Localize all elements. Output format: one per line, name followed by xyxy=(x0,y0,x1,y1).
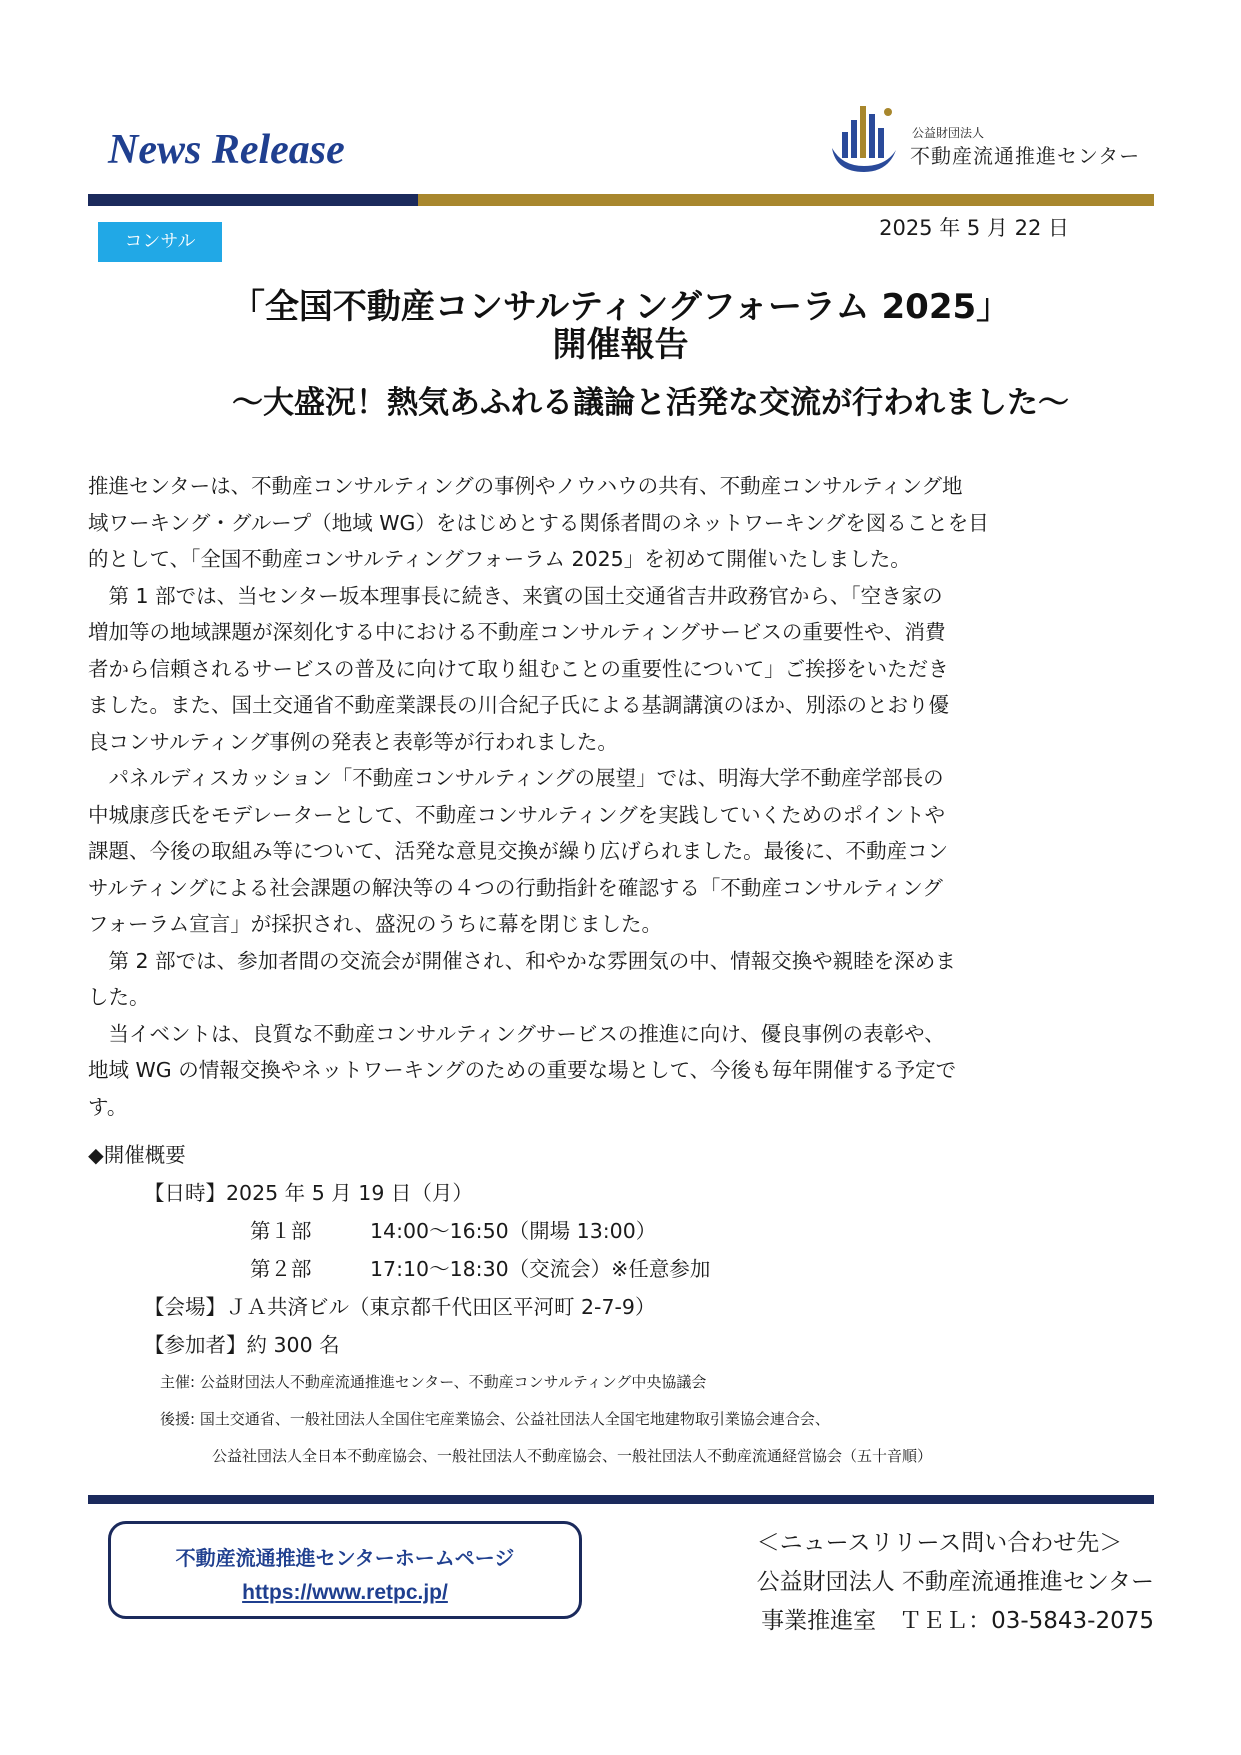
main-title-line2: 開催報告 xyxy=(552,325,689,365)
body-line: 当イベントは、良質な不動産コンサルティングサービスの推進に向け、優良事例の表彰や、 xyxy=(88,1021,945,1046)
sponsors xyxy=(160,1364,932,1475)
body-line: す。 xyxy=(88,1094,128,1119)
contact-org: 公益財団法人 不動産流通推進センター xyxy=(756,1569,1154,1595)
contact-heading: ＜ニュースリリース問い合わせ先＞ xyxy=(756,1530,1123,1556)
body-line: 域ワーキング・グループ（地域 WG）をはじめとする関係者間のネットワーキングを図ることを目 xyxy=(88,510,989,535)
body-line: 第 1 部では、当センター坂本理事長に続き、来賓の国土交通省吉井政務官から、「空き家の xyxy=(88,583,943,608)
body-text xyxy=(88,468,1078,1125)
body-line: 第 2 部では、参加者間の交流会が開催され、和やかな雰囲気の中、情報交換や親睦を深めま xyxy=(88,948,956,973)
overview-part1 xyxy=(88,1212,710,1250)
support-row xyxy=(160,1401,932,1438)
venue-label: 【会場】 xyxy=(144,1295,226,1319)
venue-value: ＪＡ共済ビル（東京都千代田区平河町 2-7-9） xyxy=(226,1295,656,1319)
host-value: 公益財団法人不動産流通推進センター、不動産コンサルティング中央協議会 xyxy=(199,1373,707,1391)
part2-label: 第２部 xyxy=(250,1257,312,1281)
body-line: 良コンサルティング事例の発表と表彰等が行われました。 xyxy=(88,729,618,754)
overview-datetime xyxy=(88,1174,710,1212)
org-type-label: 公益財団法人 xyxy=(912,126,985,140)
header-divider-gold xyxy=(418,194,1154,206)
body-line: 的として、「全国不動産コンサルティングフォーラム 2025」を初めて開催いたしました。 xyxy=(88,547,911,571)
attendees-label: 【参加者】 xyxy=(144,1333,247,1357)
overview-attendees xyxy=(88,1326,710,1364)
overview-heading: ◆開催概要 xyxy=(88,1143,186,1167)
body-line: パネルディスカッション「不動産コンサルティングの展望」では、明海大学不動産学部長の xyxy=(88,766,944,790)
header-divider-navy xyxy=(88,194,418,206)
part1-value: 14:00～16:50（開場 13:00） xyxy=(370,1219,657,1243)
contact-info xyxy=(757,1524,1154,1641)
category-badge: コンサル xyxy=(98,222,222,262)
org-name: 不動産流通推進センター xyxy=(910,144,1141,168)
body-line: 者から信頼されるサービスの普及に向けて取り組むことの重要性について」ご挨拶をいただき xyxy=(88,656,949,681)
attendees-value: 約 300 名 xyxy=(246,1333,340,1357)
body-line: サルティングによる社会課題の解決等の４つの行動指針を確認する「不動産コンサルティング xyxy=(88,875,943,900)
overview-venue xyxy=(88,1288,710,1326)
body-line: 中城康彦氏をモデレーターとして、不動産コンサルティングを実践していくためのポイントや xyxy=(88,802,946,827)
body-line: した。 xyxy=(88,985,150,1009)
body-line: 課題、今後の取組み等について、活発な意見交換が繰り広げられました。最後に、不動産コン xyxy=(88,839,949,863)
release-date: 2025 年 5 月 22 日 xyxy=(879,216,1069,240)
contact-dept-tel: 事業推進室 ＴＥＬ：03-5843-2075 xyxy=(761,1608,1154,1634)
part2-value: 17:10～18:30（交流会）※任意参加 xyxy=(370,1257,711,1281)
homepage-link[interactable]: https://www.retpc.jp/ xyxy=(242,1581,448,1604)
news-release-title: News Release xyxy=(108,127,345,173)
subtitle: ～大盛況！熱気あふれる議論と活発な交流が行われました～ xyxy=(232,385,1069,421)
part1-label: 第１部 xyxy=(250,1219,312,1243)
support-value-line2: 公益社団法人全日本不動産協会、一般社団法人不動産協会、一般社団法人不動産流通経営協会（五十音順） xyxy=(212,1447,933,1465)
header-divider xyxy=(88,194,1154,206)
body-line: ました。また、国土交通省不動産業課長の川合紀子氏による基調講演のほか、別添のとおり優 xyxy=(88,693,949,717)
datetime-value: 2025 年 5 月 19 日（月） xyxy=(226,1181,473,1205)
main-title-line1: 「全国不動産コンサルティングフォーラム 2025」 xyxy=(230,287,1011,327)
building-logo-icon xyxy=(828,92,900,176)
body-line: 増加等の地域課題が深刻化する中における不動産コンサルティングサービスの重要性や、消費 xyxy=(88,620,946,644)
host-label: 主催: xyxy=(160,1373,196,1391)
overview-part2 xyxy=(88,1250,710,1288)
homepage-box xyxy=(108,1521,582,1619)
homepage-title: 不動産流通推進センターホームページ xyxy=(175,1546,515,1570)
host-row xyxy=(160,1364,932,1401)
body-line: フォーラム宣言」が採択され、盛況のうちに幕を閉じました。 xyxy=(88,912,662,936)
support-label: 後援: xyxy=(160,1410,196,1428)
event-overview xyxy=(88,1136,710,1364)
body-line: 推進センターは、不動産コンサルティングの事例やノウハウの共有、不動産コンサルティング地 xyxy=(88,474,963,498)
body-line: 地域 WG の情報交換やネットワーキングのための重要な場として、今後も毎年開催する予定で xyxy=(88,1058,957,1082)
datetime-label: 【日時】 xyxy=(144,1181,226,1205)
footer-divider xyxy=(88,1495,1154,1504)
support-value-line1: 国土交通省、一般社団法人全国住宅産業協会、公益社団法人全国宅地建物取引業協会連合会、 xyxy=(199,1410,830,1428)
